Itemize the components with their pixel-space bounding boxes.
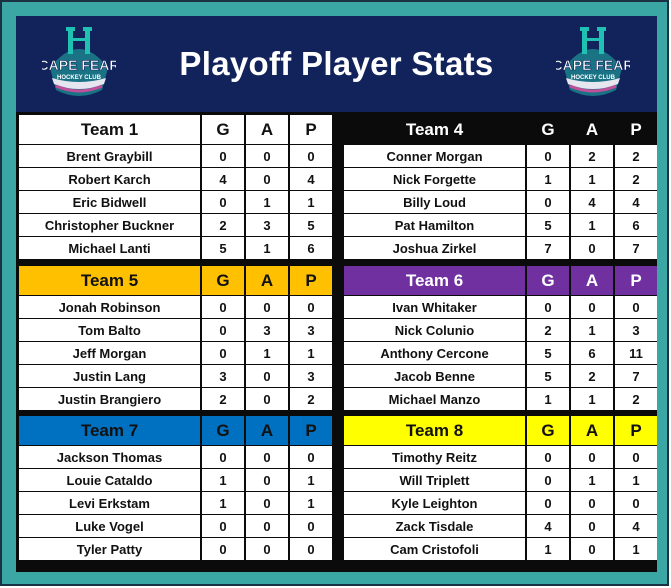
stat-g: 2 <box>525 318 569 341</box>
table-row <box>344 468 657 491</box>
stat-a: 1 <box>569 468 613 491</box>
stat-p: 3 <box>288 364 332 387</box>
table-row <box>344 144 657 167</box>
stat-g: 0 <box>200 514 244 537</box>
stat-g: 0 <box>525 491 569 514</box>
stat-p: 3 <box>613 318 657 341</box>
stat-a: 0 <box>244 144 288 167</box>
player-name: Jacob Benne <box>344 364 525 387</box>
header-banner <box>16 16 657 112</box>
team-name: Team 5 <box>19 266 200 295</box>
stat-g: 0 <box>200 537 244 560</box>
table-row <box>344 445 657 468</box>
player-name: Timothy Reitz <box>344 445 525 468</box>
stat-a: 0 <box>569 236 613 259</box>
table-row <box>19 341 332 364</box>
svg-text:CAPE FEAR: CAPE FEAR <box>42 57 116 73</box>
player-name: Christopher Buckner <box>19 213 200 236</box>
stat-a: 1 <box>244 190 288 213</box>
table-row <box>344 318 657 341</box>
table-row <box>344 341 657 364</box>
player-name: Kyle Leighton <box>344 491 525 514</box>
player-name: Conner Morgan <box>344 144 525 167</box>
stat-p: 0 <box>288 445 332 468</box>
player-name: Joshua Zirkel <box>344 236 525 259</box>
table-row <box>344 295 657 318</box>
player-name: Justin Lang <box>19 364 200 387</box>
stat-p: 0 <box>613 491 657 514</box>
team-header-row <box>19 266 332 295</box>
team-table-2 <box>344 115 657 256</box>
table-row <box>344 491 657 514</box>
stat-p: 1 <box>613 468 657 491</box>
page-title: Playoff Player Stats <box>179 45 494 82</box>
stat-p: 2 <box>613 167 657 190</box>
table-row <box>344 190 657 213</box>
player-name: Eric Bidwell <box>19 190 200 213</box>
player-name: Michael Lanti <box>19 236 200 259</box>
team-header-row <box>344 115 657 144</box>
stat-g: 0 <box>200 341 244 364</box>
stat-p: 6 <box>288 236 332 259</box>
team-name: Team 1 <box>19 115 200 144</box>
table-row <box>19 491 332 514</box>
player-name: Nick Forgette <box>344 167 525 190</box>
player-name: Nick Colunio <box>344 318 525 341</box>
player-name: Levi Erkstam <box>19 491 200 514</box>
stat-header-p: P <box>288 266 332 295</box>
team-header-row <box>344 416 657 445</box>
table-row <box>19 295 332 318</box>
stat-p: 0 <box>288 514 332 537</box>
stat-g: 5 <box>525 341 569 364</box>
stats-grid <box>16 112 657 572</box>
stat-g: 0 <box>200 295 244 318</box>
table-row <box>19 236 332 259</box>
stat-g: 0 <box>525 468 569 491</box>
stat-a: 0 <box>569 491 613 514</box>
stat-a: 0 <box>244 445 288 468</box>
stat-p: 1 <box>288 341 332 364</box>
team-header-row <box>344 266 657 295</box>
stat-g: 0 <box>200 144 244 167</box>
stat-a: 0 <box>569 445 613 468</box>
svg-text:CAPE FEAR: CAPE FEAR <box>556 57 630 73</box>
stat-g: 3 <box>200 364 244 387</box>
stat-header-p: P <box>288 115 332 144</box>
table-row <box>19 445 332 468</box>
player-name: Michael Manzo <box>344 387 525 410</box>
stat-p: 7 <box>613 364 657 387</box>
stat-p: 7 <box>613 236 657 259</box>
player-name: Cam Cristofoli <box>344 537 525 560</box>
stat-g: 0 <box>525 445 569 468</box>
team-header-row <box>19 416 332 445</box>
player-name: Jonah Robinson <box>19 295 200 318</box>
table-row <box>19 387 332 410</box>
svg-text:HOCKEY CLUB: HOCKEY CLUB <box>571 75 615 81</box>
stat-p: 11 <box>613 341 657 364</box>
stat-p: 2 <box>613 387 657 410</box>
stat-a: 0 <box>569 295 613 318</box>
stat-p: 0 <box>288 295 332 318</box>
stat-a: 1 <box>244 341 288 364</box>
team-table-6 <box>344 416 657 557</box>
stat-g: 5 <box>525 213 569 236</box>
stat-g: 4 <box>200 167 244 190</box>
stat-a: 0 <box>244 387 288 410</box>
stat-a: 0 <box>244 364 288 387</box>
stat-g: 0 <box>200 318 244 341</box>
player-name: Robert Karch <box>19 167 200 190</box>
stat-g: 5 <box>200 236 244 259</box>
stat-p: 2 <box>288 387 332 410</box>
stat-header-p: P <box>613 266 657 295</box>
team-table-1 <box>19 115 332 256</box>
table-row <box>19 167 332 190</box>
stat-g: 1 <box>525 387 569 410</box>
stat-header-a: A <box>569 416 613 445</box>
stat-header-p: P <box>288 416 332 445</box>
stat-p: 1 <box>288 468 332 491</box>
stat-a: 0 <box>244 537 288 560</box>
table-row <box>19 468 332 491</box>
stat-p: 0 <box>613 445 657 468</box>
stat-header-g: G <box>525 416 569 445</box>
stat-g: 0 <box>200 445 244 468</box>
team-name: Team 4 <box>344 115 525 144</box>
stat-a: 1 <box>569 318 613 341</box>
player-name: Will Triplett <box>344 468 525 491</box>
stat-g: 1 <box>200 491 244 514</box>
table-row <box>19 364 332 387</box>
stat-p: 1 <box>613 537 657 560</box>
stat-p: 4 <box>288 167 332 190</box>
stat-a: 2 <box>569 364 613 387</box>
stat-p: 3 <box>288 318 332 341</box>
svg-text:HOCKEY CLUB: HOCKEY CLUB <box>57 75 101 81</box>
stat-a: 3 <box>244 213 288 236</box>
table-row <box>19 537 332 560</box>
stat-header-a: A <box>569 266 613 295</box>
stat-a: 0 <box>244 468 288 491</box>
stat-g: 2 <box>200 213 244 236</box>
stat-g: 0 <box>200 190 244 213</box>
stat-p: 6 <box>613 213 657 236</box>
table-row <box>19 144 332 167</box>
stat-g: 7 <box>525 236 569 259</box>
team-table-4 <box>344 266 657 407</box>
stat-a: 1 <box>569 387 613 410</box>
stat-header-a: A <box>244 266 288 295</box>
stat-header-a: A <box>244 416 288 445</box>
table-row <box>344 236 657 259</box>
stat-p: 4 <box>613 190 657 213</box>
stat-a: 0 <box>569 514 613 537</box>
player-name: Tom Balto <box>19 318 200 341</box>
stat-a: 4 <box>569 190 613 213</box>
stat-header-g: G <box>200 416 244 445</box>
stat-a: 1 <box>569 213 613 236</box>
player-name: Jeff Morgan <box>19 341 200 364</box>
player-name: Ivan Whitaker <box>344 295 525 318</box>
stat-g: 0 <box>525 144 569 167</box>
table-row <box>344 167 657 190</box>
player-name: Justin Brangiero <box>19 387 200 410</box>
stat-a: 6 <box>569 341 613 364</box>
stat-header-g: G <box>200 266 244 295</box>
player-name: Zack Tisdale <box>344 514 525 537</box>
stat-p: 0 <box>288 537 332 560</box>
stat-a: 1 <box>244 236 288 259</box>
stat-p: 1 <box>288 190 332 213</box>
stat-a: 0 <box>244 295 288 318</box>
stat-p: 4 <box>613 514 657 537</box>
stat-g: 1 <box>525 537 569 560</box>
stat-header-a: A <box>569 115 613 144</box>
stat-a: 0 <box>244 514 288 537</box>
team-table-5 <box>19 416 332 557</box>
stat-header-a: A <box>244 115 288 144</box>
stat-g: 4 <box>525 514 569 537</box>
player-name: Louie Cataldo <box>19 468 200 491</box>
table-row <box>19 190 332 213</box>
stat-a: 2 <box>569 144 613 167</box>
table-row <box>344 364 657 387</box>
stat-p: 2 <box>613 144 657 167</box>
table-row <box>344 387 657 410</box>
player-name: Jackson Thomas <box>19 445 200 468</box>
player-name: Billy Loud <box>344 190 525 213</box>
stat-g: 1 <box>200 468 244 491</box>
stat-header-g: G <box>525 266 569 295</box>
player-name: Luke Vogel <box>19 514 200 537</box>
stat-a: 0 <box>244 167 288 190</box>
table-row <box>19 213 332 236</box>
team-name: Team 6 <box>344 266 525 295</box>
stat-a: 0 <box>569 537 613 560</box>
stat-g: 5 <box>525 364 569 387</box>
stat-p: 1 <box>288 491 332 514</box>
stat-header-g: G <box>200 115 244 144</box>
table-row <box>344 537 657 560</box>
stat-a: 1 <box>569 167 613 190</box>
team-table-3 <box>19 266 332 407</box>
stat-a: 3 <box>244 318 288 341</box>
player-name: Anthony Cercone <box>344 341 525 364</box>
stat-header-p: P <box>613 416 657 445</box>
table-row <box>344 213 657 236</box>
player-name: Brent Graybill <box>19 144 200 167</box>
cape-fear-logo-right <box>556 24 630 104</box>
stat-a: 0 <box>244 491 288 514</box>
team-name: Team 8 <box>344 416 525 445</box>
stat-header-p: P <box>613 115 657 144</box>
table-row <box>344 514 657 537</box>
stat-g: 0 <box>525 295 569 318</box>
player-name: Pat Hamilton <box>344 213 525 236</box>
stat-p: 5 <box>288 213 332 236</box>
stat-p: 0 <box>613 295 657 318</box>
table-row <box>19 514 332 537</box>
table-row <box>19 318 332 341</box>
stat-g: 2 <box>200 387 244 410</box>
stat-header-g: G <box>525 115 569 144</box>
stat-p: 0 <box>288 144 332 167</box>
player-name: Tyler Patty <box>19 537 200 560</box>
stat-g: 0 <box>525 190 569 213</box>
stat-g: 1 <box>525 167 569 190</box>
team-header-row <box>19 115 332 144</box>
team-name: Team 7 <box>19 416 200 445</box>
